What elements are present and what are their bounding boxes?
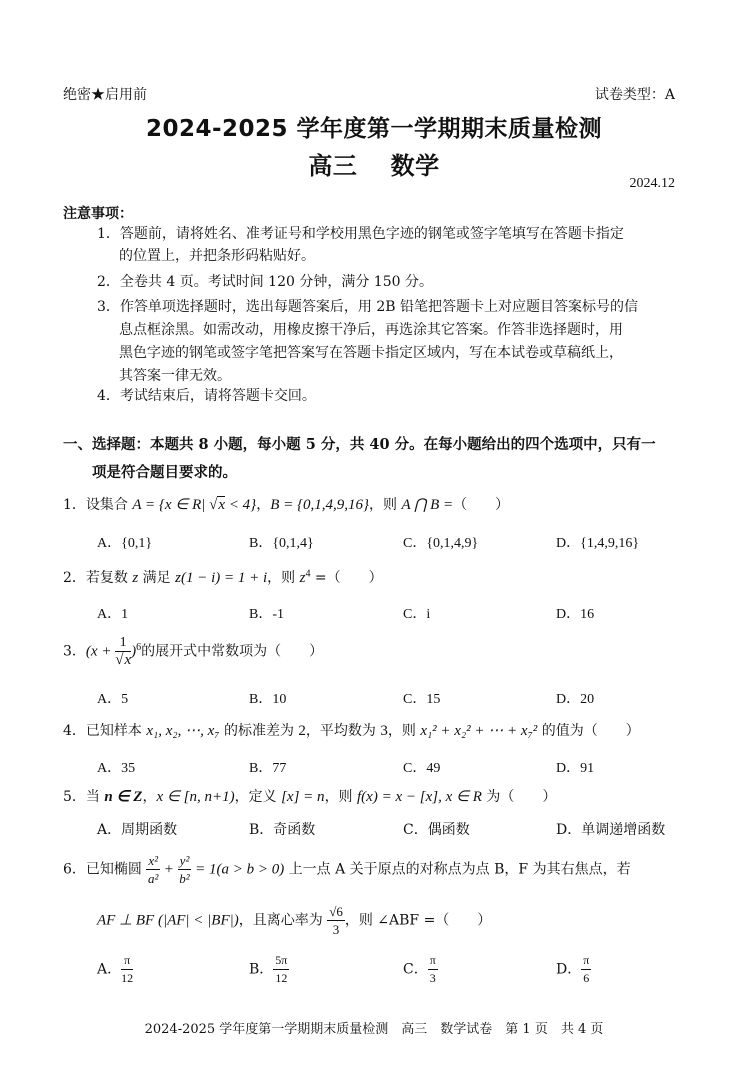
q3-option-d: D．20 <box>556 692 595 707</box>
page-footer: 2024-2025 学年度第一学期期末质量检测 高三 数学试卷 第 1 页 共 4 页 <box>144 1022 604 1037</box>
paper-type: 试卷类型：A <box>594 87 675 103</box>
q5-option-a: A．周期函数 <box>97 822 178 838</box>
note-line: 息点框涂黑。如需改动，用橡皮擦干净后，再选涂其它答案。作答非选择题时，用 <box>119 322 623 338</box>
question-3: 3．(x + $\frac{1}{√x}$ )$^6$的展开式中常数项为（ ） <box>63 635 324 668</box>
exam-date: 2024.12 <box>629 176 675 191</box>
q1-option-d: D．{1,4,9,16} <box>556 536 640 551</box>
q2-option-d: D．16 <box>556 607 595 622</box>
note-line: 1．答题前，请将姓名、准考证号和学校用黑色字迹的钢笔或签字笔填写在答题卡指定 <box>97 226 624 242</box>
question-5: 5．当 n ∈ Z，x ∈ [n, n+1)，定义 [x] = n，则 f(x) = x − [x], x ∈ R 为（ ） <box>63 789 557 805</box>
q3-option-b: B．10 <box>249 692 287 707</box>
note-line: 其答案一律无效。 <box>119 368 231 384</box>
question-6-cont: AF ⊥ BF (|AF| < |BF|)，且离心率为 $\frac{√6}{3}$ ，则 ∠ABF =（ ） <box>97 904 492 937</box>
exam-title: 2024-2025 学年度第一学期期末质量检测 <box>145 116 603 142</box>
q4-option-c: C．49 <box>403 761 441 776</box>
q2-option-b: B．-1 <box>249 607 284 622</box>
question-1: 1．设集合 A = {x ∈ R| √x < 4}，B = {0,1,4,9,16}，则 A ⋂ B =（ ） <box>63 497 510 513</box>
note-line: 4．考试结束后，请将答题卡交回。 <box>97 388 316 404</box>
q5-option-d: D．单调递增函数 <box>556 822 666 838</box>
q1-option-a: A．{0,1} <box>97 536 153 551</box>
note-line: 黑色字迹的钢笔或签字笔把答案写在答题卡指定区域内，写在本试卷或草稿纸上， <box>119 345 623 361</box>
q1-option-c: C．{0,1,4,9} <box>403 536 479 551</box>
question-6: 6．已知椭圆 $\frac{\text{x²}}{\text{a²}}$ + $\frac{\text{y²}}{\text{b²}}$ = 1(a > b > 0) 上一点 A 关于原点的对称点为点 B，F 为其右焦点，若 <box>63 853 631 886</box>
q3-option-c: C．15 <box>403 692 441 707</box>
q6-option-b: B． $\frac{5\pi}{12}$ <box>249 953 288 985</box>
q1-option-b: B．{0,1,4} <box>249 536 314 551</box>
q4-option-a: A．35 <box>97 761 136 776</box>
q5-option-b: B．奇函数 <box>249 822 316 838</box>
question-4: 4．已知样本 x₁, x₂, ⋯, x₇ 的标准差为 2，平均数为 3，则 x₁² + x₂² + ⋯ + x₇² 的值为（ ） <box>63 723 640 739</box>
sqrt-x: x <box>218 497 226 513</box>
q3-option-a: A．5 <box>97 692 129 707</box>
q4-option-d: D．91 <box>556 761 595 776</box>
q4-option-b: B．77 <box>249 761 287 776</box>
question-2: 2．若复数 z 满足 z(1 − i) = 1 + i，则 $z^4$ =（ ） <box>63 568 383 586</box>
notes-heading: 注意事项： <box>63 206 133 222</box>
q5-option-c: C．偶函数 <box>403 822 470 838</box>
q6-option-c: C． $\frac{\pi}{3}$ <box>403 953 436 985</box>
q6-option-a: A． $\frac{\pi}{12}$ <box>97 953 134 985</box>
section-heading: 一、选择题：本题共 8 小题，每小题 5 分，共 40 分。在每小题给出的四个选项中，只有一 <box>63 436 656 453</box>
note-line: 2．全卷共 4 页。考试时间 120 分钟，满分 150 分。 <box>97 274 433 290</box>
q2-option-a: A．1 <box>97 607 129 622</box>
q2-option-c: C．i <box>403 607 431 622</box>
confidential-mark: 绝密★启用前 <box>63 87 147 103</box>
note-line: 3．作答单项选择题时，选出每题答案后，用 2B 铅笔把答题卡上对应题目答案标号的信 <box>97 299 639 315</box>
q6-option-d: D． $\frac{\pi}{6}$ <box>556 953 590 985</box>
note-line: 的位置上，并把条形码粘贴好。 <box>119 248 315 264</box>
exam-subtitle: 高三 数学 <box>308 152 440 180</box>
section-heading-cont: 项是符合题目要求的。 <box>92 464 237 481</box>
